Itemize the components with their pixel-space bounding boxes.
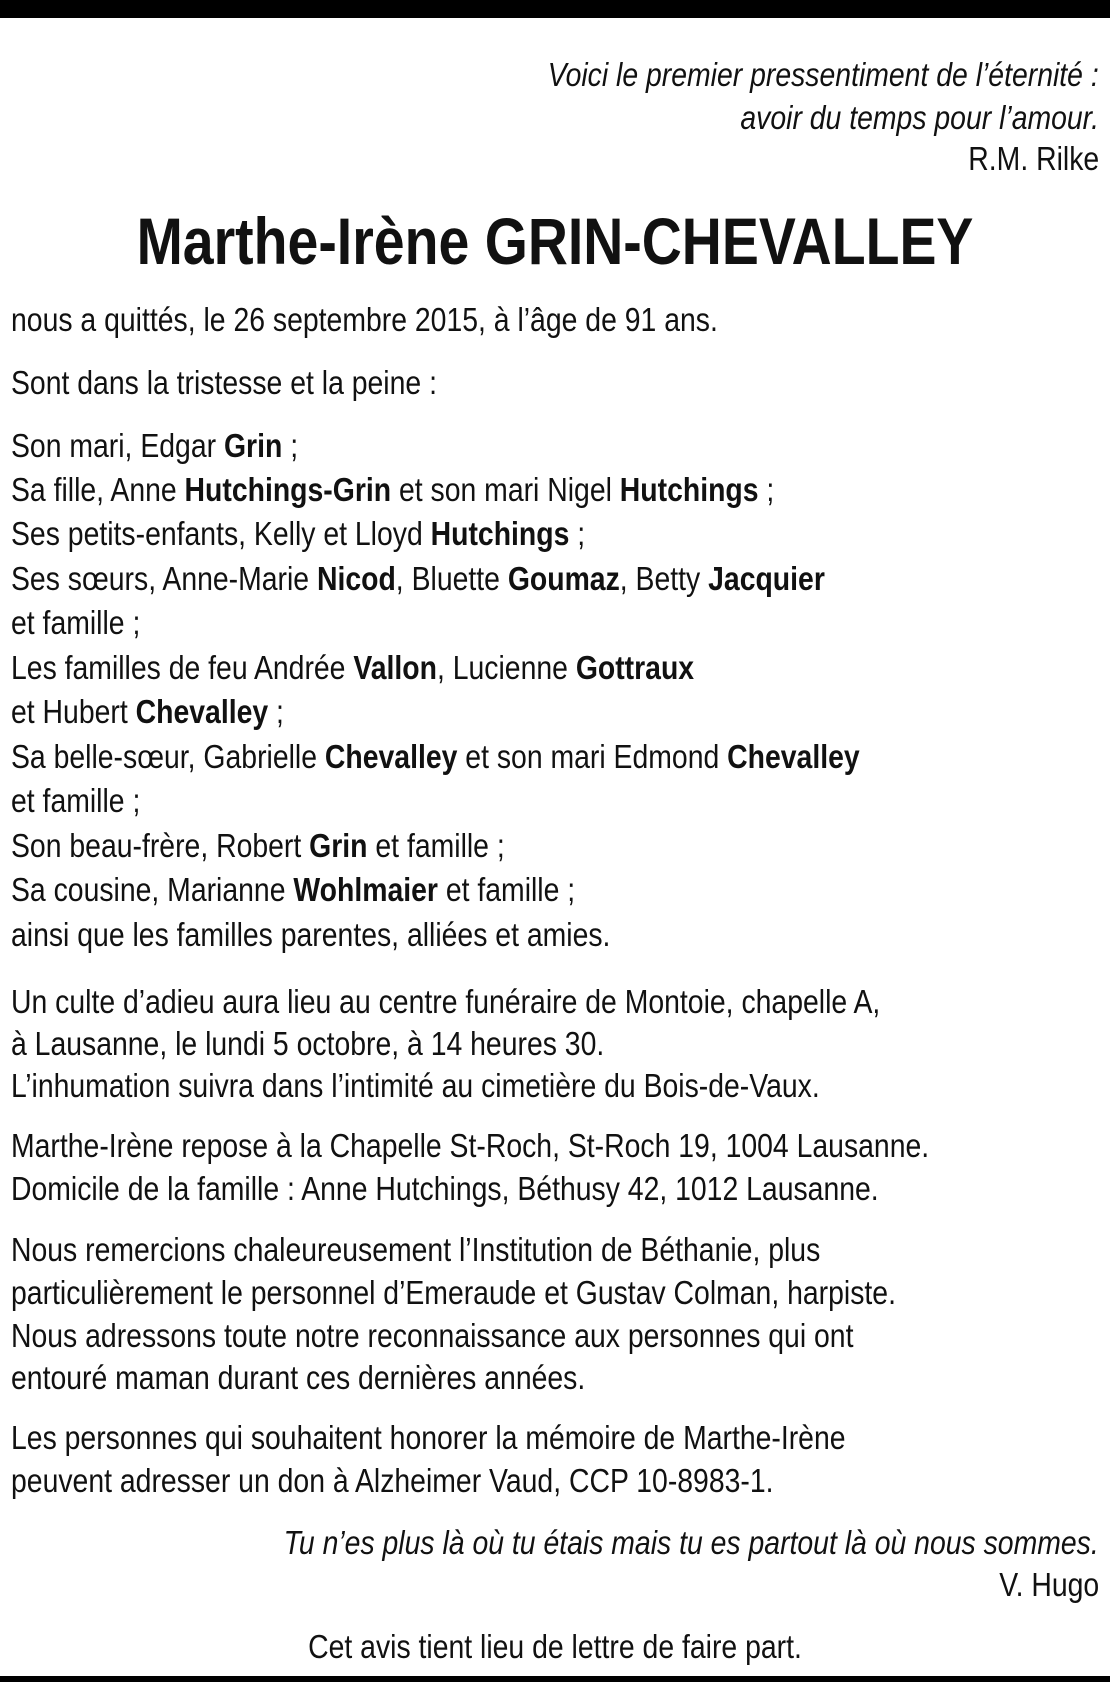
mourner-text: Sa fille, Anne bbox=[11, 471, 185, 508]
mourner-text: Son mari, Edgar bbox=[11, 427, 224, 464]
mourner-text: , Bluette bbox=[395, 560, 508, 597]
ceremony-line: à Lausanne, le lundi 5 octobre, à 14 heures 30. bbox=[11, 1025, 605, 1062]
mourner-line bbox=[11, 913, 610, 957]
mourner-text: et famille ; bbox=[367, 827, 505, 864]
thanks-line: Nous adressons toute notre reconnaissance aux personnes qui ont bbox=[11, 1317, 854, 1354]
mourner-text: ; bbox=[758, 471, 775, 508]
mourner-line bbox=[11, 512, 585, 556]
mourner-text: ; bbox=[282, 427, 299, 464]
mourner-text: ainsi que les familles parentes, alliées et amies. bbox=[11, 916, 611, 953]
family-name: Chevalley bbox=[324, 738, 458, 775]
closing-quote-author: V. Hugo bbox=[999, 1566, 1099, 1603]
mourner-text: et famille ; bbox=[437, 871, 576, 908]
mourner-text: ; bbox=[268, 693, 284, 730]
mourner-line bbox=[11, 601, 140, 645]
family-name: Grin bbox=[309, 827, 368, 864]
mourner-line bbox=[11, 824, 505, 868]
mourner-line bbox=[11, 424, 298, 468]
family-name: Nicod bbox=[316, 560, 396, 597]
family-name: Grin bbox=[223, 427, 283, 464]
mourner-text: Ses petits-enfants, Kelly et Lloyd bbox=[11, 515, 431, 552]
announcement: nous a quittés, le 26 septembre 2015, à l’âge de 91 ans. bbox=[11, 301, 718, 338]
mourner-text: et Hubert bbox=[11, 693, 136, 730]
mourner-line bbox=[11, 779, 140, 823]
family-name: Chevalley bbox=[727, 738, 860, 775]
thanks-line: entouré maman durant ces dernières années. bbox=[11, 1359, 586, 1396]
mourner-text: Sa cousine, Marianne bbox=[11, 871, 294, 908]
mourner-line bbox=[11, 868, 575, 912]
footer-note: Cet avis tient lieu de lettre de faire part. bbox=[308, 1628, 802, 1665]
mourners-intro: Sont dans la tristesse et la peine : bbox=[11, 364, 437, 401]
repose-line: Marthe-Irène repose à la Chapelle St-Roch, St-Roch 19, 1004 Lausanne. bbox=[11, 1127, 930, 1164]
family-name: Hutchings bbox=[430, 515, 570, 552]
repose-line: Domicile de la famille : Anne Hutchings, Béthusy 42, 1012 Lausanne. bbox=[11, 1170, 879, 1207]
closing-quote: Tu n’es plus là où tu étais mais tu es partout là où nous sommes. bbox=[283, 1524, 1099, 1561]
family-name: Jacquier bbox=[708, 560, 825, 597]
family-name: Gottraux bbox=[575, 649, 695, 686]
mourner-text: ; bbox=[569, 515, 586, 552]
ceremony-line: Un culte d’adieu aura lieu au centre funéraire de Montoie, chapelle A, bbox=[11, 983, 881, 1020]
thanks-line: particulièrement le personnel d’Emeraude et Gustav Colman, harpiste. bbox=[11, 1274, 896, 1311]
mourner-text: Sa belle-sœur, Gabrielle bbox=[11, 738, 325, 775]
epigraph-author: R.M. Rilke bbox=[968, 140, 1099, 177]
family-name: Wohlmaier bbox=[293, 871, 438, 908]
family-name: Hutchings-Grin bbox=[184, 471, 392, 508]
mourner-text: et famille ; bbox=[11, 782, 141, 819]
mourner-text: Les familles de feu Andrée bbox=[11, 649, 354, 686]
mourner-text: , Betty bbox=[619, 560, 709, 597]
mourner-line bbox=[11, 690, 284, 734]
epigraph-line: Voici le premier pressentiment de l’éternité : bbox=[547, 56, 1099, 93]
mourner-text: et son mari Edmond bbox=[457, 738, 728, 775]
donation-line: Les personnes qui souhaitent honorer la mémoire de Marthe-Irène bbox=[11, 1419, 846, 1456]
mourner-text: , Lucienne bbox=[436, 649, 576, 686]
ceremony-line: L’inhumation suivra dans l’intimité au cimetière du Bois-de-Vaux. bbox=[11, 1067, 820, 1104]
mourner-line bbox=[11, 468, 774, 512]
mourner-text: et son mari Nigel bbox=[391, 471, 620, 508]
mourner-line bbox=[11, 557, 825, 601]
top-border bbox=[0, 0, 1110, 18]
mourner-line bbox=[11, 646, 694, 690]
family-name: Hutchings bbox=[619, 471, 759, 508]
donation-line: peuvent adresser un don à Alzheimer Vaud, CCP 10-8983-1. bbox=[11, 1462, 774, 1499]
mourner-text: Son beau-frère, Robert bbox=[11, 827, 310, 864]
deceased-name-title: Marthe-Irène GRIN-CHEVALLEY bbox=[136, 204, 974, 278]
thanks-line: Nous remercions chaleureusement l’Institution de Béthanie, plus bbox=[11, 1231, 821, 1268]
mourner-text: et famille ; bbox=[11, 604, 141, 641]
bottom-border bbox=[0, 1676, 1110, 1682]
family-name: Chevalley bbox=[135, 693, 269, 730]
epigraph-line: avoir du temps pour l’amour. bbox=[740, 99, 1099, 136]
mourner-line bbox=[11, 735, 860, 779]
family-name: Goumaz bbox=[507, 560, 620, 597]
family-name: Vallon bbox=[353, 649, 437, 686]
mourner-text: Ses sœurs, Anne-Marie bbox=[11, 560, 317, 597]
